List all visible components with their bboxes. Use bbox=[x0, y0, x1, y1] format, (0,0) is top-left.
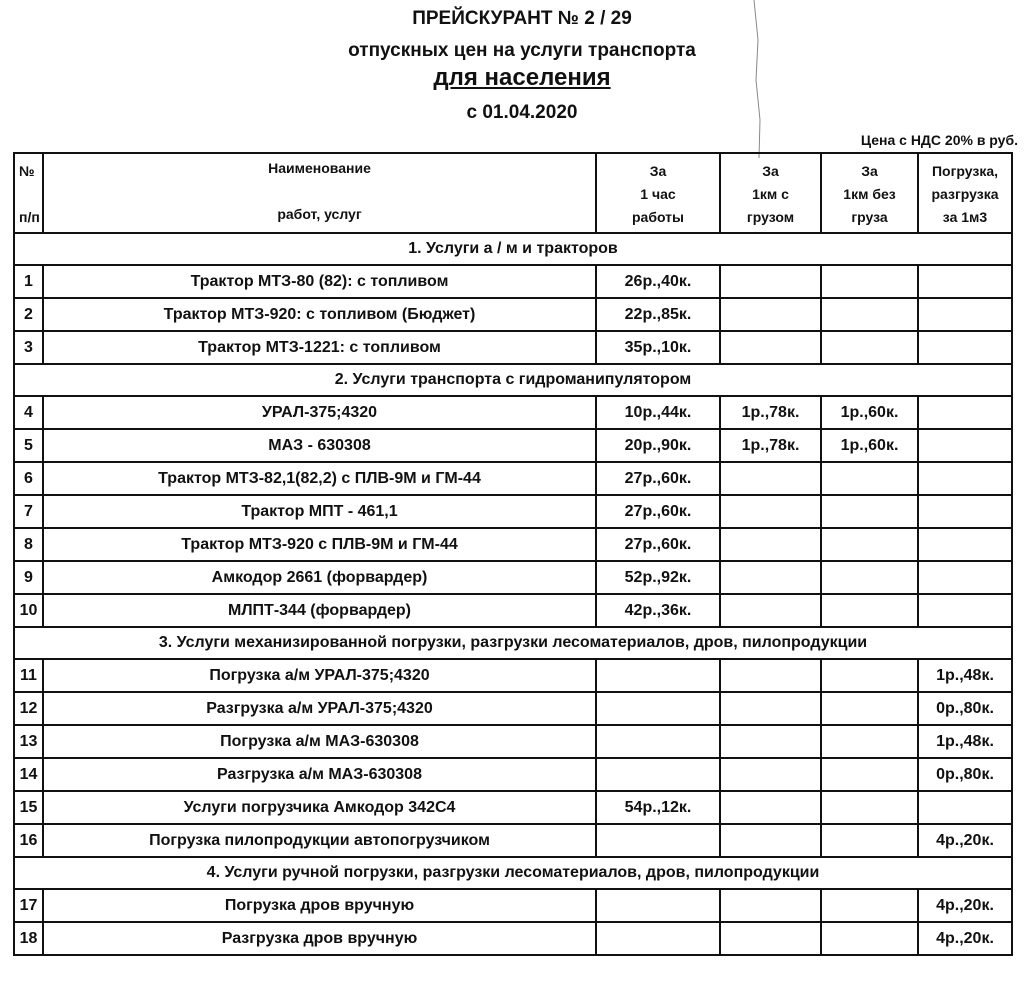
section-title: 1. Услуги а / м и тракторов bbox=[14, 233, 1012, 265]
col-hour-line3: работы bbox=[631, 209, 684, 225]
price-per-hour bbox=[596, 725, 720, 758]
price-per-km-loaded bbox=[720, 331, 821, 364]
section-row bbox=[14, 627, 1012, 659]
row-number: 6 bbox=[14, 462, 43, 495]
price-per-km-empty bbox=[821, 922, 918, 955]
section-title: 4. Услуги ручной погрузки, разгрузки лесоматериалов, дров, пилопродукции bbox=[14, 857, 1012, 889]
price-loading-per-m3 bbox=[918, 331, 1012, 364]
price-loading-per-m3 bbox=[918, 561, 1012, 594]
service-name: Трактор МТЗ-1221: с топливом bbox=[43, 331, 596, 364]
price-per-km-loaded bbox=[720, 528, 821, 561]
service-name: Разгрузка а/м УРАЛ-375;4320 bbox=[43, 692, 596, 725]
section-row bbox=[14, 233, 1012, 265]
col-name-top: Наименование bbox=[268, 160, 371, 176]
col-name-bottom: работ, услуг bbox=[277, 206, 362, 222]
table-row bbox=[14, 331, 1012, 364]
service-name: Трактор МТЗ-80 (82): с топливом bbox=[43, 265, 596, 298]
price-per-km-empty: 1р.,60к. bbox=[821, 429, 918, 462]
table-row bbox=[14, 462, 1012, 495]
service-name: Погрузка а/м УРАЛ-375;4320 bbox=[43, 659, 596, 692]
service-name: Услуги погрузчика Амкодор 342С4 bbox=[43, 791, 596, 824]
row-number: 17 bbox=[14, 889, 43, 922]
col-loading-line3: за 1м3 bbox=[942, 209, 988, 225]
table-row bbox=[14, 528, 1012, 561]
row-number: 5 bbox=[14, 429, 43, 462]
price-per-km-loaded bbox=[720, 659, 821, 692]
price-loading-per-m3: 4р.,20к. bbox=[918, 824, 1012, 857]
price-per-km-loaded bbox=[720, 824, 821, 857]
table-row bbox=[14, 659, 1012, 692]
table-row bbox=[14, 298, 1012, 331]
price-per-km-empty bbox=[821, 528, 918, 561]
price-per-hour bbox=[596, 922, 720, 955]
table-row bbox=[14, 495, 1012, 528]
header-row bbox=[14, 153, 1012, 233]
price-per-km-loaded: 1р.,78к. bbox=[720, 429, 821, 462]
price-per-km-loaded bbox=[720, 495, 821, 528]
price-loading-per-m3: 4р.,20к. bbox=[918, 889, 1012, 922]
price-loading-per-m3: 1р.,48к. bbox=[918, 659, 1012, 692]
price-per-km-loaded bbox=[720, 594, 821, 627]
price-per-hour: 42р.,36к. bbox=[596, 594, 720, 627]
price-per-km-empty bbox=[821, 824, 918, 857]
table-row bbox=[14, 594, 1012, 627]
price-per-km-empty bbox=[821, 791, 918, 824]
price-per-hour bbox=[596, 824, 720, 857]
audience-heading: для населения bbox=[433, 64, 611, 91]
price-per-km-loaded bbox=[720, 462, 821, 495]
price-per-km-loaded bbox=[720, 758, 821, 791]
service-name: МЛПТ-344 (форвардер) bbox=[43, 594, 596, 627]
price-per-km-empty bbox=[821, 495, 918, 528]
price-per-km-loaded bbox=[720, 791, 821, 824]
table-row bbox=[14, 561, 1012, 594]
col-km-load-line2: 1км с bbox=[752, 186, 789, 202]
price-per-hour: 54р.,12к. bbox=[596, 791, 720, 824]
service-name: УРАЛ-375;4320 bbox=[43, 396, 596, 429]
price-per-km-empty bbox=[821, 265, 918, 298]
price-per-km-empty bbox=[821, 692, 918, 725]
service-name: Трактор МТЗ-920 с ПЛВ-9М и ГМ-44 bbox=[43, 528, 596, 561]
col-loading-header bbox=[918, 153, 1012, 233]
effective-date: с 01.04.2020 bbox=[466, 102, 578, 123]
price-loading-per-m3 bbox=[918, 528, 1012, 561]
col-loading-line2: разгрузка bbox=[931, 186, 999, 202]
document-title: ПРЕЙСКУРАНТ № 2 / 29 bbox=[412, 8, 632, 29]
price-per-hour bbox=[596, 692, 720, 725]
price-loading-per-m3 bbox=[918, 265, 1012, 298]
price-loading-per-m3: 0р.,80к. bbox=[918, 758, 1012, 791]
price-per-km-empty bbox=[821, 298, 918, 331]
col-number-header bbox=[14, 153, 43, 233]
price-per-hour bbox=[596, 889, 720, 922]
row-number: 11 bbox=[14, 659, 43, 692]
price-per-km-empty bbox=[821, 758, 918, 791]
col-km-load-line1: За bbox=[762, 163, 779, 179]
service-name: Разгрузка а/м МАЗ-630308 bbox=[43, 758, 596, 791]
table-row bbox=[14, 758, 1012, 791]
price-per-km-loaded bbox=[720, 725, 821, 758]
price-loading-per-m3: 4р.,20к. bbox=[918, 922, 1012, 955]
col-km-load-line3: грузом bbox=[746, 209, 795, 225]
row-number: 16 bbox=[14, 824, 43, 857]
price-loading-per-m3 bbox=[918, 298, 1012, 331]
row-number: 9 bbox=[14, 561, 43, 594]
col-name-header bbox=[43, 153, 596, 233]
price-loading-per-m3: 0р.,80к. bbox=[918, 692, 1012, 725]
row-number: 2 bbox=[14, 298, 43, 331]
price-per-km-empty bbox=[821, 889, 918, 922]
price-per-hour bbox=[596, 758, 720, 791]
price-loading-per-m3 bbox=[918, 594, 1012, 627]
price-per-hour: 52р.,92к. bbox=[596, 561, 720, 594]
col-km-load-header bbox=[720, 153, 821, 233]
section-title: 2. Услуги транспорта с гидроманипулятором bbox=[14, 364, 1012, 396]
price-per-hour: 22р.,85к. bbox=[596, 298, 720, 331]
table-row bbox=[14, 922, 1012, 955]
price-per-km-empty bbox=[821, 725, 918, 758]
col-km-empty-line1: За bbox=[861, 163, 878, 179]
table-row bbox=[14, 429, 1012, 462]
row-number: 18 bbox=[14, 922, 43, 955]
price-per-hour bbox=[596, 659, 720, 692]
row-number: 3 bbox=[14, 331, 43, 364]
price-per-km-loaded: 1р.,78к. bbox=[720, 396, 821, 429]
price-loading-per-m3 bbox=[918, 396, 1012, 429]
col-loading-line1: Погрузка, bbox=[931, 163, 999, 179]
service-name: Погрузка а/м МАЗ-630308 bbox=[43, 725, 596, 758]
price-per-km-empty: 1р.,60к. bbox=[821, 396, 918, 429]
service-name: Амкодор 2661 (форвардер) bbox=[43, 561, 596, 594]
table-row bbox=[14, 692, 1012, 725]
service-name: Погрузка дров вручную bbox=[43, 889, 596, 922]
price-per-km-empty bbox=[821, 659, 918, 692]
price-note: Цена с НДС 20% в руб. bbox=[860, 132, 1018, 148]
row-number: 10 bbox=[14, 594, 43, 627]
service-name: Трактор МТЗ-82,1(82,2) с ПЛВ-9М и ГМ-44 bbox=[43, 462, 596, 495]
row-number: 13 bbox=[14, 725, 43, 758]
table-row bbox=[14, 265, 1012, 298]
price-loading-per-m3 bbox=[918, 462, 1012, 495]
price-per-hour: 27р.,60к. bbox=[596, 462, 720, 495]
price-table bbox=[13, 152, 1013, 956]
col-km-empty-line3: груза bbox=[851, 209, 888, 225]
service-name: Трактор МПТ - 461,1 bbox=[43, 495, 596, 528]
table-row bbox=[14, 791, 1012, 824]
row-number: 7 bbox=[14, 495, 43, 528]
col-km-empty-line2: 1км без bbox=[843, 186, 896, 202]
document-subtitle: отпускных цен на услуги транспорта bbox=[348, 40, 696, 61]
table-row bbox=[14, 824, 1012, 857]
col-number-top: № bbox=[19, 163, 35, 179]
section-row bbox=[14, 364, 1012, 396]
service-name: Разгрузка дров вручную bbox=[43, 922, 596, 955]
price-per-km-empty bbox=[821, 462, 918, 495]
price-per-hour: 27р.,60к. bbox=[596, 495, 720, 528]
section-title: 3. Услуги механизированной погрузки, разгрузки лесоматериалов, дров, пилопродукции bbox=[14, 627, 1012, 659]
service-name: МАЗ - 630308 bbox=[43, 429, 596, 462]
price-per-km-empty bbox=[821, 561, 918, 594]
price-per-km-loaded bbox=[720, 561, 821, 594]
price-per-hour: 35р.,10к. bbox=[596, 331, 720, 364]
row-number: 4 bbox=[14, 396, 43, 429]
price-per-km-loaded bbox=[720, 298, 821, 331]
service-name: Погрузка пилопродукции автопогрузчиком bbox=[43, 824, 596, 857]
price-per-hour: 26р.,40к. bbox=[596, 265, 720, 298]
price-per-km-loaded bbox=[720, 889, 821, 922]
table-row bbox=[14, 396, 1012, 429]
price-loading-per-m3 bbox=[918, 791, 1012, 824]
price-per-km-empty bbox=[821, 331, 918, 364]
price-per-hour: 20р.,90к. bbox=[596, 429, 720, 462]
service-name: Трактор МТЗ-920: с топливом (Бюджет) bbox=[43, 298, 596, 331]
col-km-empty-header bbox=[821, 153, 918, 233]
row-number: 12 bbox=[14, 692, 43, 725]
price-per-km-empty bbox=[821, 594, 918, 627]
price-loading-per-m3 bbox=[918, 429, 1012, 462]
price-per-hour: 10р.,44к. bbox=[596, 396, 720, 429]
row-number: 8 bbox=[14, 528, 43, 561]
table-row bbox=[14, 725, 1012, 758]
price-loading-per-m3: 1р.,48к. bbox=[918, 725, 1012, 758]
row-number: 15 bbox=[14, 791, 43, 824]
col-hour-line1: За bbox=[649, 163, 667, 179]
price-per-km-loaded bbox=[720, 265, 821, 298]
col-number-bottom: п/п bbox=[19, 209, 40, 225]
col-hour-header bbox=[596, 153, 720, 233]
price-per-km-loaded bbox=[720, 692, 821, 725]
section-row bbox=[14, 857, 1012, 889]
price-table-body bbox=[14, 233, 1012, 955]
table-row bbox=[14, 889, 1012, 922]
price-loading-per-m3 bbox=[918, 495, 1012, 528]
col-hour-line2: 1 час bbox=[640, 186, 676, 202]
row-number: 1 bbox=[14, 265, 43, 298]
row-number: 14 bbox=[14, 758, 43, 791]
price-per-hour: 27р.,60к. bbox=[596, 528, 720, 561]
price-per-km-loaded bbox=[720, 922, 821, 955]
